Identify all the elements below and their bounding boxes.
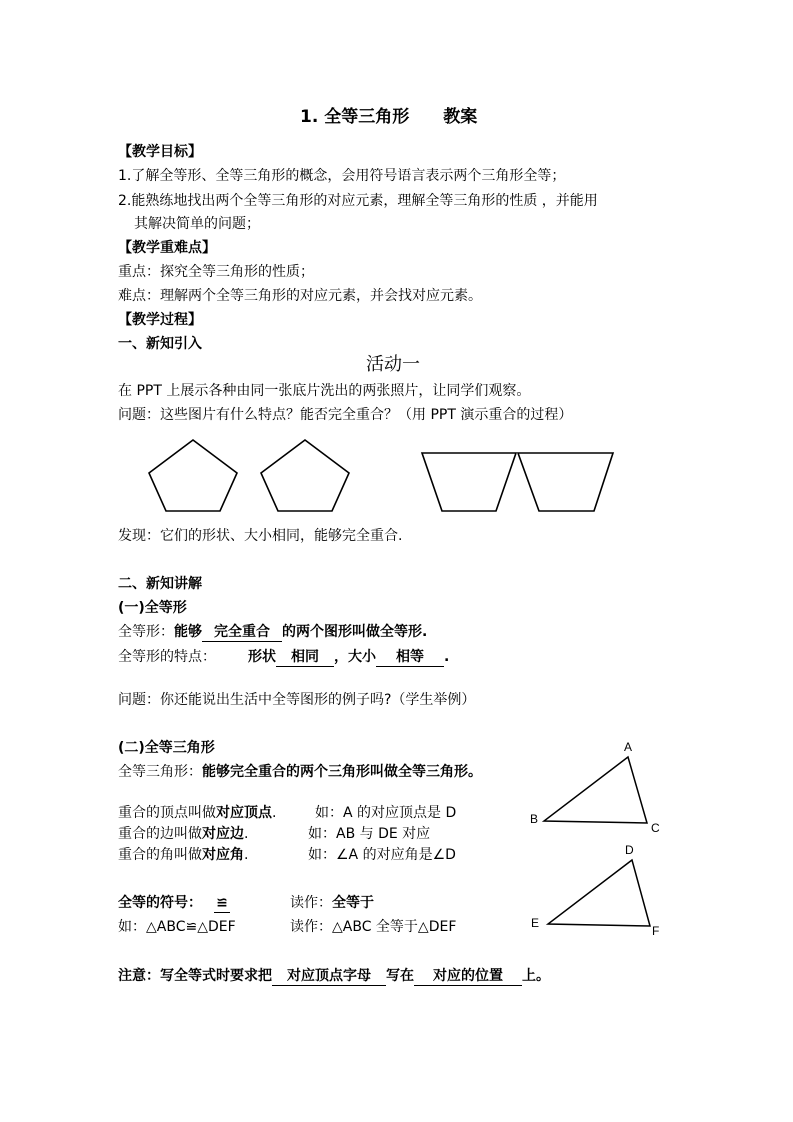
process-heading: 【教学过程】 — [118, 312, 202, 328]
keypoints-heading: 【教学重难点】 — [118, 240, 216, 256]
feat-end: . — [444, 649, 450, 665]
feat-blank-1: 相同 — [276, 648, 334, 667]
symbol-label: 全等的符号： — [118, 895, 202, 911]
note-lead: 注意：写全等式时要求把 — [118, 968, 272, 984]
page-title: 1. 全等三角形 教案 — [300, 107, 478, 127]
part2-heading: (二)全等三角形 — [118, 740, 215, 756]
side-line — [118, 824, 248, 844]
vertex-example: 如：A 的对应顶点是 D — [315, 805, 457, 821]
objective-2-line2: 其解决简单的问题； — [134, 216, 260, 232]
activity-question: 问题：这些图片有什么特点？能否完全重合？（用 PPT 演示重合的过程） — [118, 407, 573, 423]
vertex-label-f: F — [652, 924, 660, 938]
note-end: 上。 — [522, 968, 550, 984]
vertex-a: 重合的顶点叫做 — [118, 805, 216, 821]
activity-intro: 在 PPT 上展示各种由同一张底片洗出的两张照片，让同学们观察。 — [118, 383, 531, 399]
angle-line — [118, 845, 248, 865]
vertex-line — [118, 803, 276, 823]
triangle-def-shape — [548, 860, 650, 926]
tri-def-bold: 能够完全重合的两个三角形叫做全等三角形。 — [202, 764, 482, 780]
feat-mid: ，大小 — [334, 649, 376, 665]
part1-question: 问题：你还能说出生活中全等图形的例子吗?（学生举例） — [118, 692, 476, 708]
objectives-heading: 【教学目标】 — [118, 144, 202, 160]
triangle-def-figure — [520, 838, 680, 948]
note-line — [118, 966, 550, 986]
example-read: 读作：△ABC 全等于△DEF — [290, 919, 457, 935]
objective-1: 1.了解全等形、全等三角形的概念，会用符号语言表示两个三角形全等； — [118, 168, 566, 184]
angle-b: 对应角 — [202, 847, 244, 863]
example-expression: △ABC≌△DEF — [146, 919, 236, 935]
keypoint-difficult: 难点：理解两个全等三角形的对应元素，并会找对应元素。 — [118, 288, 482, 304]
triangle-abc-figure — [520, 735, 680, 845]
angle-example: 如：∠A 的对应角是∠D — [308, 847, 456, 863]
example-line — [118, 917, 236, 937]
read-label: 读作： — [290, 895, 332, 911]
section1-heading: 一、新知引入 — [118, 336, 202, 352]
finding-text: 发现：它们的形状、大小相同，能够完全重合. — [118, 528, 403, 544]
pentagon-2-shape — [261, 440, 349, 511]
part1-heading: (一)全等形 — [118, 600, 187, 616]
congruence-symbol: ≌ — [214, 894, 230, 913]
angle-a: 重合的角叫做 — [118, 847, 202, 863]
side-b: 对应边 — [202, 826, 244, 842]
def-lead: 能够 — [174, 624, 202, 640]
side-c: . — [244, 826, 249, 842]
feat-prefix: 全等形的特点： — [118, 649, 216, 665]
tri-def-prefix: 全等三角形： — [118, 764, 202, 780]
vertex-label-a: A — [624, 740, 633, 754]
congruent-figure-features — [118, 647, 449, 667]
note-blank-2: 对应的位置 — [414, 967, 522, 986]
trapezoid-2-shape — [518, 453, 613, 511]
side-a: 重合的边叫做 — [118, 826, 202, 842]
pentagon-1-shape — [149, 440, 237, 511]
vertex-c: . — [272, 805, 277, 821]
note-mid: 写在 — [386, 968, 414, 984]
read-line — [290, 893, 374, 913]
vertex-label-e: E — [531, 916, 540, 930]
objective-2-line1: 2.能熟练地找出两个全等三角形的对应元素，理解全等三角形的性质 ，并能用 — [118, 193, 598, 209]
feat-blank-2: 相等 — [376, 648, 444, 667]
congruent-figure-definition — [118, 622, 427, 642]
def-blank: 完全重合 — [202, 623, 282, 642]
read-value: 全等于 — [332, 895, 374, 911]
trapezoid-1-shape — [422, 453, 516, 511]
activity-heading: 活动一 — [366, 354, 420, 375]
keypoint-key: 重点：探究全等三角形的性质； — [118, 264, 314, 280]
vertex-label-d: D — [625, 843, 634, 857]
def-tail: 的两个图形叫做全等形. — [282, 624, 428, 640]
example-label: 如： — [118, 919, 146, 935]
feat-shape: 形状 — [248, 649, 276, 665]
note-blank-1: 对应顶点字母 — [272, 967, 386, 986]
side-example: 如：AB 与 DE 对应 — [308, 826, 431, 842]
vertex-label-c: C — [651, 821, 660, 835]
vertex-b: 对应顶点 — [216, 805, 272, 821]
vertex-label-b: B — [530, 812, 539, 826]
symbol-line — [118, 893, 230, 913]
def-prefix: 全等形： — [118, 624, 174, 640]
angle-c: . — [244, 847, 249, 863]
congruent-triangle-definition — [118, 762, 482, 782]
triangle-abc-shape — [544, 757, 647, 823]
section2-heading: 二、新知讲解 — [118, 576, 202, 592]
